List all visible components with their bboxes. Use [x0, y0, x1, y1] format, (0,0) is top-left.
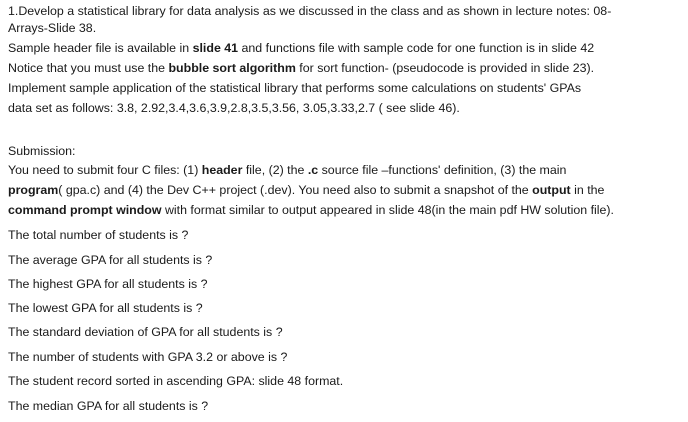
command-prompt-emphasis: command prompt window: [8, 203, 162, 217]
intro-line-5: Implement sample application of the statistical library that performs some calculations on students' GPAs: [8, 81, 582, 95]
intro-line-3: [8, 41, 594, 56]
intro-line-4-text-a: Notice that you must use the: [8, 61, 169, 75]
slide-41-emphasis: slide 41: [192, 41, 239, 55]
output-emphasis: output: [532, 183, 571, 197]
c-source-emphasis: .c: [307, 163, 319, 177]
program-emphasis: program: [8, 183, 59, 197]
header-emphasis: header: [201, 163, 243, 177]
submission-line-1-text-c: file, (2) the: [242, 163, 308, 177]
intro-line-3-text-c: and functions file with sample code for one function is in slide 42: [238, 41, 595, 55]
bubble-sort-emphasis: bubble sort algorithm: [168, 61, 296, 75]
question-average-gpa: The average GPA for all students is ?: [8, 253, 213, 267]
submission-line-2-text-d: in the: [570, 183, 605, 197]
submission-line-2-text-b: ( gpa.c) and (4) the Dev C++ project (.dev). You need also to submit a snapshot of the: [58, 183, 533, 197]
submission-line-1: [8, 163, 566, 178]
submission-line-2: [8, 183, 604, 198]
intro-line-1: 1.Develop a statistical library for data analysis as we discussed in the class and as shown in lecture notes: 08-: [8, 4, 612, 18]
question-highest-gpa: The highest GPA for all students is ?: [8, 277, 208, 291]
question-total-students: The total number of students is ?: [8, 228, 189, 242]
question-count-above-3-2: The number of students with GPA 3.2 or above is ?: [8, 350, 288, 364]
submission-line-3-text-b: with format similar to output appeared in slide 48(in the main pdf HW solution file).: [161, 203, 614, 217]
intro-line-2: Arrays-Slide 38.: [8, 21, 97, 35]
intro-line-6: data set as follows: 3.8, 2.92,3.4,3.6,3.9,2.8,3.5,3.56, 3.05,3.33,2.7 ( see slide 46).: [8, 101, 460, 115]
submission-line-3: [8, 203, 614, 218]
submission-heading: Submission:: [8, 144, 76, 158]
question-sorted-records: The student record sorted in ascending GPA: slide 48 format.: [8, 374, 344, 388]
question-median-gpa: The median GPA for all students is ?: [8, 399, 209, 413]
submission-line-1-text-a: You need to submit four C files: (1): [8, 163, 202, 177]
question-standard-deviation: The standard deviation of GPA for all students is ?: [8, 325, 283, 339]
submission-line-1-text-e: source file –functions' definition, (3) the main: [318, 163, 567, 177]
question-lowest-gpa: The lowest GPA for all students is ?: [8, 301, 203, 315]
intro-line-4-text-c: for sort function- (pseudocode is provided in slide 23).: [295, 61, 595, 75]
intro-line-4: [8, 61, 594, 76]
intro-line-3-text-a: Sample header file is available in: [8, 41, 193, 55]
